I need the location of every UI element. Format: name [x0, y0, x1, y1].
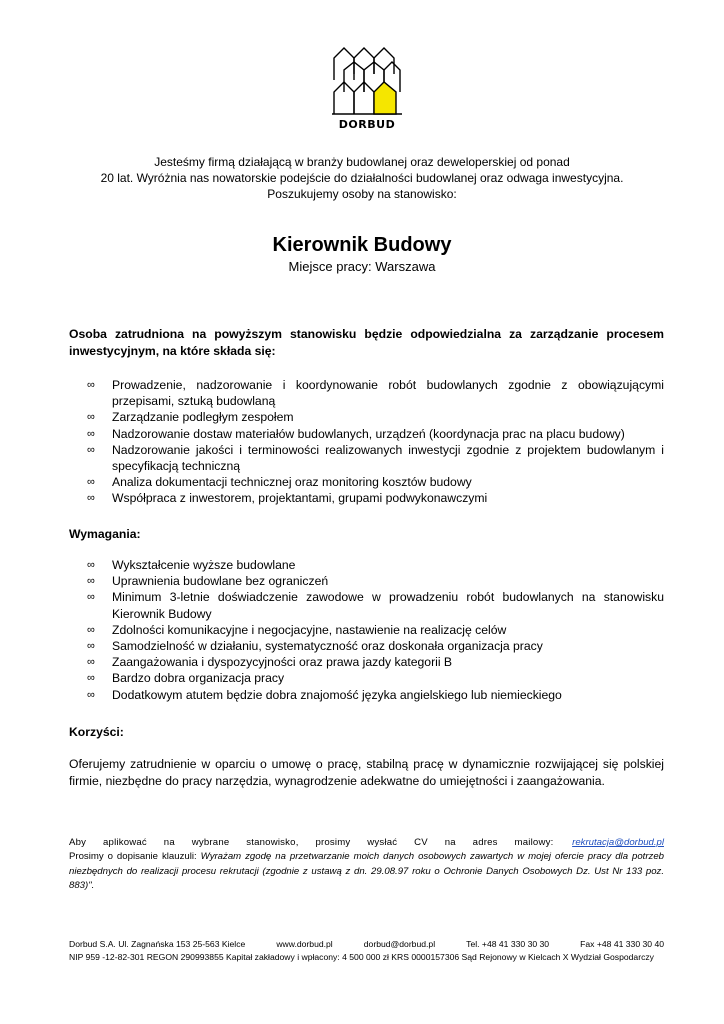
bullet-icon: ∞: [87, 492, 95, 505]
footer: [69, 938, 664, 964]
application-info: [69, 836, 664, 893]
bullet-icon: ∞: [87, 591, 95, 604]
bullet-icon: ∞: [87, 443, 95, 456]
list-item: ∞ Bardzo dobra organizacja pracy: [87, 671, 285, 686]
list-item: ∞ Uprawnienia budowlane bez ograniczeń: [87, 574, 329, 589]
footer-contact-row: [69, 938, 664, 951]
intro-line-3: Poszukujemy osoby na stanowisko:: [267, 187, 457, 201]
footer-registry: NIP 959 -12-82-301 REGON 290993855 Kapitał zakładowy i wpłacony: 4 500 000 zł KRS 0000157306 Sąd Rejonowy w Kielcach X Wydział Gospodarczy: [69, 952, 654, 962]
bullet-icon: ∞: [87, 640, 95, 653]
footer-website[interactable]: www.dorbud.pl: [276, 939, 333, 949]
bullet-icon: ∞: [87, 656, 95, 669]
footer-phone: Tel. +48 41 330 30 30: [466, 939, 550, 949]
list-item: ∞ Prowadzenie, nadzorowanie i koordynowanie robót budowlanych zgodnie z obowiązującymi przepisami, sztuką budowlaną: [87, 378, 664, 409]
list-item: ∞ Współpraca z inwestorem, projektantami, grupami podwykonawczymi: [87, 491, 488, 506]
list-item: ∞ Zarządzanie podległym zespołem: [87, 410, 294, 425]
list-item: ∞ Dodatkowym atutem będzie dobra znajomość języka angielskiego lub niemieckiego: [87, 687, 562, 702]
requirements-heading: Wymagania:: [69, 527, 141, 541]
logo-brand-text: DORBUD: [338, 118, 396, 131]
job-title: Kierownik Budowy: [272, 234, 452, 256]
job-location: Miejsce pracy: Warszawa: [288, 259, 436, 274]
footer-email[interactable]: dorbud@dorbud.pl: [363, 939, 436, 949]
dorbud-logo: [330, 44, 404, 132]
list-item: ∞ Minimum 3-letnie doświadczenie zawodowe w prowadzeniu robót budowlanych na stanowisku Kierownik Budowy: [87, 590, 664, 621]
list-item: ∞ Zdolności komunikacyjne i negocjacyjne, nastawienie na realizację celów: [87, 622, 507, 637]
bullet-icon: ∞: [87, 559, 95, 571]
list-item: ∞ Nadzorowanie jakości i terminowości realizowanych inwestycji zgodnie z projektem budowlanym i specyfikacją techniczną: [87, 442, 664, 474]
application-text: Aby aplikować na wybrane stanowisko, prosimy wysłać CV na adres mailowy:: [69, 837, 554, 848]
benefits-heading: Korzyści:: [69, 725, 124, 739]
bullet-icon: ∞: [87, 672, 95, 685]
intro-line-2: 20 lat. Wyróżnia nas nowatorskie podejście do działalności budowlanej oraz odwaga inwestycyjna.: [100, 171, 624, 185]
bullet-icon: ∞: [87, 379, 95, 391]
clause-text: Wyrażam zgodę na przetwarzanie moich danych osobowych zawartych w mojej ofercie pracy dla potrzeb niezbędnych do realizacji procesu rekrutacji (zgodnie z ustawą z dn. 29.08.97 roku o Ochronie Danych Osobowych Dz. Ust Nr 133 poz. 883)".: [69, 851, 665, 891]
bullet-icon: ∞: [87, 623, 95, 636]
bullet-icon: ∞: [87, 411, 95, 424]
houses-logo-icon: [330, 44, 404, 118]
footer-fax: Fax +48 41 330 30 40: [580, 939, 664, 949]
bullet-icon: ∞: [87, 575, 95, 588]
intro-text: [70, 154, 654, 202]
consent-clause: [69, 850, 664, 893]
application-line: [69, 836, 664, 850]
responsibilities-lead: Osoba zatrudniona na powyższym stanowisku będzie odpowiedzialna za zarządzanie procesem inwestycyjnym, na które składa się:: [69, 327, 664, 358]
intro-line-1: Jesteśmy firmą działającą w branży budowlanej oraz deweloperskiej od ponad: [154, 155, 570, 169]
benefits-text: Oferujemy zatrudnienie w oparciu o umowę o pracę, stabilną pracę w dynamicznie rozwijającej się polskiej firmie, niezbędne do pracy narzędzia, wynagrodzenie adekwatne do umiejętności i zaangażowania.: [69, 757, 664, 788]
bullet-icon: ∞: [87, 427, 95, 440]
list-item: ∞ Zaangażowania i dyspozycyjności oraz prawa jazdy kategorii B: [87, 655, 453, 670]
responsibilities-list: [69, 377, 664, 507]
clause-intro: Prosimy o dopisanie klauzuli:: [69, 851, 197, 863]
list-item: ∞ Nadzorowanie dostaw materiałów budowlanych, urządzeń (koordynacja prac na placu budowy): [87, 426, 625, 441]
bullet-icon: ∞: [87, 688, 95, 701]
bullet-icon: ∞: [87, 476, 95, 489]
footer-company: Dorbud S.A. Ul. Zagnańska 153 25-563 Kielce: [69, 939, 246, 949]
list-item: ∞ Wykształcenie wyższe budowlane: [87, 558, 296, 572]
highlighted-house: [374, 82, 396, 114]
list-item: ∞ Analiza dokumentacji technicznej oraz monitoring kosztów budowy: [87, 475, 472, 490]
list-item: ∞ Samodzielność w działaniu, systematyczność oraz doskonała organizacja pracy: [87, 639, 543, 654]
recruitment-email-link[interactable]: rekrutacja@dorbud.pl: [572, 837, 664, 848]
requirements-list: [69, 557, 664, 703]
